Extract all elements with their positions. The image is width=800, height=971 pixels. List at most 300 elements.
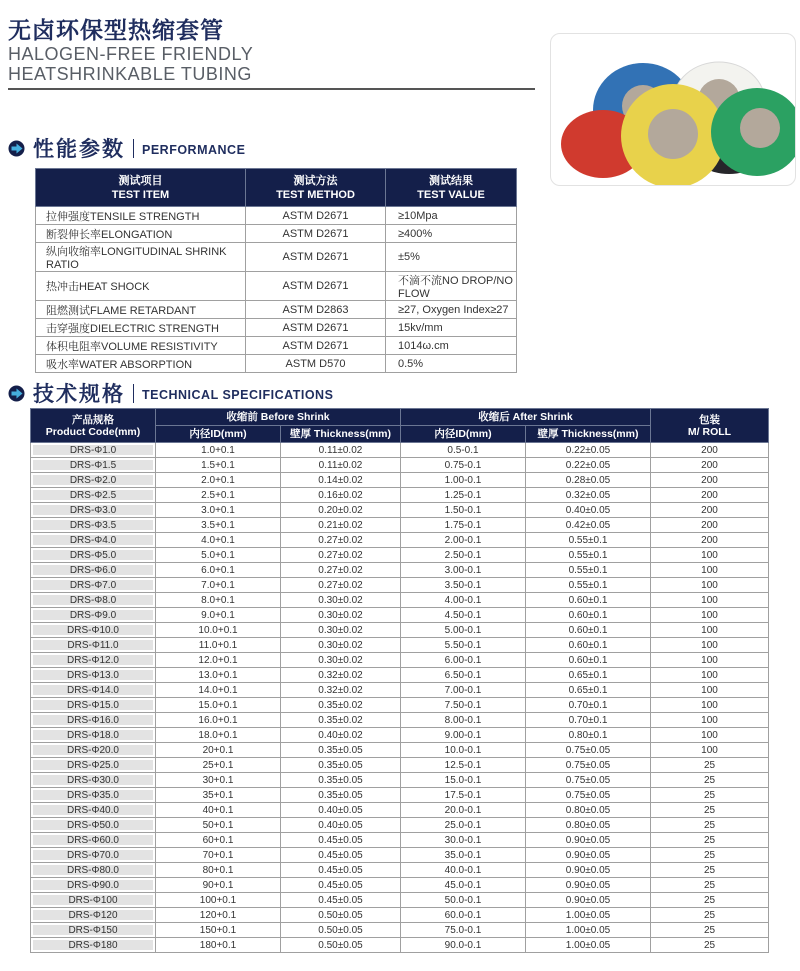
table-row xyxy=(31,608,769,623)
table-cell: ASTM D2671 xyxy=(246,225,386,243)
subtitle-line-2: HEATSHRINKABLE TUBING xyxy=(8,64,252,84)
table-cell: 8.0+0.1 xyxy=(156,593,281,608)
table-cell: 100 xyxy=(651,668,769,683)
table-cell: 0.35±0.05 xyxy=(281,758,401,773)
table-row xyxy=(31,548,769,563)
table-cell: 2.5+0.1 xyxy=(156,488,281,503)
table-cell: 15.0-0.1 xyxy=(401,773,526,788)
table-cell: 25+0.1 xyxy=(156,758,281,773)
table-row xyxy=(31,593,769,608)
table-cell: 0.30±0.02 xyxy=(281,653,401,668)
table-cell: ≥10Mpa xyxy=(386,207,517,225)
arrow-bullet-icon xyxy=(8,140,25,157)
table-cell: 15kv/mm xyxy=(386,319,517,337)
table-cell: 40.0-0.1 xyxy=(401,863,526,878)
table-cell: 3.50-0.1 xyxy=(401,578,526,593)
table-cell: 1014ω.cm xyxy=(386,337,517,355)
table-cell: 6.00-0.1 xyxy=(401,653,526,668)
yellow-roll-core xyxy=(648,109,698,159)
table-cell: 16.0+0.1 xyxy=(156,713,281,728)
table-cell: 0.27±0.02 xyxy=(281,563,401,578)
title-separator xyxy=(133,139,134,158)
table-cell: 200 xyxy=(651,473,769,488)
table-cell: 35.0-0.1 xyxy=(401,848,526,863)
table-cell: 7.50-0.1 xyxy=(401,698,526,713)
table-cell: 0.60±0.1 xyxy=(526,608,651,623)
table-row xyxy=(31,698,769,713)
table-cell: 0.45±0.05 xyxy=(281,878,401,893)
table-cell: 1.00-0.1 xyxy=(401,473,526,488)
tubing-rolls-illustration xyxy=(551,34,796,186)
table-cell: 4.0+0.1 xyxy=(156,533,281,548)
table-cell: 0.60±0.1 xyxy=(526,623,651,638)
table-cell: 0.32±0.02 xyxy=(281,683,401,698)
table-cell: 12.5-0.1 xyxy=(401,758,526,773)
specifications-table-header xyxy=(31,409,769,443)
table-cell: 拉伸强度TENSILE STRENGTH xyxy=(36,207,246,225)
table-cell: 5.50-0.1 xyxy=(401,638,526,653)
table-row xyxy=(31,803,769,818)
table-row xyxy=(36,301,517,319)
table-cell: 0.45±0.05 xyxy=(281,848,401,863)
table-cell: DRS-Φ40.0 xyxy=(31,803,156,818)
table-cell: DRS-Φ50.0 xyxy=(31,818,156,833)
table-cell: 100 xyxy=(651,578,769,593)
specifications-title-en: TECHNICAL SPECIFICATIONS xyxy=(142,388,334,402)
table-cell: 60+0.1 xyxy=(156,833,281,848)
table-cell: 0.55±0.1 xyxy=(526,578,651,593)
performance-title-en: PERFORMANCE xyxy=(142,143,246,157)
table-cell: 1.5+0.1 xyxy=(156,458,281,473)
table-row xyxy=(31,578,769,593)
table-cell: 100 xyxy=(651,563,769,578)
table-cell: 阻燃测试FLAME RETARDANT xyxy=(36,301,246,319)
table-cell: 100 xyxy=(651,683,769,698)
table-cell: 25 xyxy=(651,833,769,848)
table-cell: DRS-Φ90.0 xyxy=(31,878,156,893)
table-cell: ≥400% xyxy=(386,225,517,243)
table-cell: 0.75-0.1 xyxy=(401,458,526,473)
table-cell: 0.27±0.02 xyxy=(281,548,401,563)
table-row xyxy=(31,563,769,578)
table-cell: 体积电阻率VOLUME RESISTIVITY xyxy=(36,337,246,355)
table-cell: 纵向收缩率LONGITUDINAL SHRINK RATIO xyxy=(36,243,246,272)
table-cell: 5.0+0.1 xyxy=(156,548,281,563)
table-cell: DRS-Φ9.0 xyxy=(31,608,156,623)
table-cell: 不滴不流NO DROP/NO FLOW xyxy=(386,272,517,301)
table-cell: 0.80±0.05 xyxy=(526,803,651,818)
table-cell: 0.22±0.05 xyxy=(526,443,651,458)
table-cell: DRS-Φ120 xyxy=(31,908,156,923)
table-row xyxy=(31,713,769,728)
table-cell: 1.0+0.1 xyxy=(156,443,281,458)
table-cell: 25 xyxy=(651,893,769,908)
col-before-thickness: 壁厚 Thickness(mm) xyxy=(281,426,401,443)
col-group-after-shrink: 收缩后 After Shrink xyxy=(401,409,651,426)
table-cell: DRS-Φ8.0 xyxy=(31,593,156,608)
table-cell: 25 xyxy=(651,818,769,833)
table-row xyxy=(31,533,769,548)
table-cell: 180+0.1 xyxy=(156,938,281,953)
table-cell: 25 xyxy=(651,848,769,863)
table-cell: 0.40±0.05 xyxy=(526,503,651,518)
table-row xyxy=(31,878,769,893)
table-cell: 100 xyxy=(651,653,769,668)
table-cell: 0.11±0.02 xyxy=(281,458,401,473)
performance-table-header xyxy=(36,169,517,207)
table-row xyxy=(31,758,769,773)
table-cell: DRS-Φ18.0 xyxy=(31,728,156,743)
table-row xyxy=(31,788,769,803)
table-cell: 100 xyxy=(651,548,769,563)
table-cell: 0.90±0.05 xyxy=(526,878,651,893)
table-row xyxy=(31,848,769,863)
table-cell: 25 xyxy=(651,908,769,923)
table-cell: 0.90±0.05 xyxy=(526,863,651,878)
table-cell: 0.70±0.1 xyxy=(526,698,651,713)
table-cell: 10.0-0.1 xyxy=(401,743,526,758)
table-row xyxy=(31,503,769,518)
table-row xyxy=(31,473,769,488)
performance-table-body xyxy=(36,207,517,373)
specifications-section-header xyxy=(8,378,333,408)
performance-table xyxy=(35,168,517,373)
table-cell: 0.28±0.05 xyxy=(526,473,651,488)
table-row xyxy=(31,743,769,758)
table-row xyxy=(36,355,517,373)
col-test-method xyxy=(246,169,386,207)
table-cell: 100 xyxy=(651,623,769,638)
table-cell: 7.00-0.1 xyxy=(401,683,526,698)
table-cell: 0.80±0.1 xyxy=(526,728,651,743)
col-test-item-en: TEST ITEM xyxy=(111,188,170,201)
table-cell: 0.80±0.05 xyxy=(526,818,651,833)
col-test-method-en: TEST METHOD xyxy=(276,188,355,201)
table-cell: 1.75-0.1 xyxy=(401,518,526,533)
table-cell: 0.35±0.05 xyxy=(281,773,401,788)
table-cell: 0.30±0.02 xyxy=(281,623,401,638)
table-cell: 70+0.1 xyxy=(156,848,281,863)
table-cell: 4.50-0.1 xyxy=(401,608,526,623)
col-test-value-cn: 测试结果 xyxy=(429,174,473,187)
table-cell: 35+0.1 xyxy=(156,788,281,803)
col-test-item-cn: 测试项目 xyxy=(118,174,163,187)
table-row xyxy=(31,638,769,653)
header-divider xyxy=(8,88,535,90)
table-cell: 3.00-0.1 xyxy=(401,563,526,578)
table-cell: 100 xyxy=(651,608,769,623)
table-cell: 0.55±0.1 xyxy=(526,548,651,563)
table-row xyxy=(31,728,769,743)
table-cell: 25 xyxy=(651,863,769,878)
table-cell: DRS-Φ2.5 xyxy=(31,488,156,503)
table-cell: 6.50-0.1 xyxy=(401,668,526,683)
table-row xyxy=(36,243,517,272)
table-cell: 0.22±0.05 xyxy=(526,458,651,473)
col-before-id: 内径ID(mm) xyxy=(156,426,281,443)
specifications-title-cn: 技术规格 xyxy=(33,383,125,406)
table-cell: 0.45±0.05 xyxy=(281,833,401,848)
table-cell: DRS-Φ150 xyxy=(31,923,156,938)
table-cell: 11.0+0.1 xyxy=(156,638,281,653)
table-cell: 100 xyxy=(651,713,769,728)
table-cell: ±5% xyxy=(386,243,517,272)
table-cell: 0.75±0.05 xyxy=(526,758,651,773)
table-cell: 100 xyxy=(651,638,769,653)
table-cell: 0.65±0.1 xyxy=(526,683,651,698)
table-cell: 25 xyxy=(651,773,769,788)
table-cell: DRS-Φ60.0 xyxy=(31,833,156,848)
table-row xyxy=(31,863,769,878)
col-after-thickness: 壁厚 Thickness(mm) xyxy=(526,426,651,443)
table-cell: 0.65±0.1 xyxy=(526,668,651,683)
table-cell: DRS-Φ70.0 xyxy=(31,848,156,863)
table-cell: DRS-Φ180 xyxy=(31,938,156,953)
table-cell: 25 xyxy=(651,923,769,938)
table-cell: 6.0+0.1 xyxy=(156,563,281,578)
table-row xyxy=(31,458,769,473)
table-cell: 0.90±0.05 xyxy=(526,848,651,863)
table-cell: 0.40±0.05 xyxy=(281,803,401,818)
table-cell: 0.14±0.02 xyxy=(281,473,401,488)
col-product-code-en: Product Code(mm) xyxy=(45,425,141,438)
table-cell: 热冲击HEAT SHOCK xyxy=(36,272,246,301)
table-cell: DRS-Φ6.0 xyxy=(31,563,156,578)
table-cell: 5.00-0.1 xyxy=(401,623,526,638)
table-row xyxy=(31,443,769,458)
table-cell: 100 xyxy=(651,593,769,608)
table-row xyxy=(36,337,517,355)
table-cell: 200 xyxy=(651,458,769,473)
table-cell: 7.0+0.1 xyxy=(156,578,281,593)
specifications-table xyxy=(30,408,769,953)
table-cell: 50.0-0.1 xyxy=(401,893,526,908)
specifications-table-body xyxy=(31,443,769,953)
table-cell: DRS-Φ1.5 xyxy=(31,458,156,473)
table-cell: 17.5-0.1 xyxy=(401,788,526,803)
table-row xyxy=(31,833,769,848)
table-cell: ASTM D2671 xyxy=(246,319,386,337)
table-cell: 14.0+0.1 xyxy=(156,683,281,698)
col-packing-en: M/ ROLL xyxy=(687,425,732,438)
table-cell: DRS-Φ3.5 xyxy=(31,518,156,533)
table-row xyxy=(31,938,769,953)
col-test-method-cn: 测试方法 xyxy=(293,174,338,187)
table-cell: 0.42±0.05 xyxy=(526,518,651,533)
table-cell: 200 xyxy=(651,443,769,458)
table-cell: DRS-Φ11.0 xyxy=(31,638,156,653)
table-cell: 25.0-0.1 xyxy=(401,818,526,833)
table-cell: DRS-Φ10.0 xyxy=(31,623,156,638)
col-after-id: 内径ID(mm) xyxy=(401,426,526,443)
table-cell: ASTM D2671 xyxy=(246,207,386,225)
table-cell: ASTM D2671 xyxy=(246,272,386,301)
col-test-value xyxy=(386,169,517,207)
table-cell: 3.5+0.1 xyxy=(156,518,281,533)
table-row xyxy=(31,488,769,503)
table-cell: 0.75±0.05 xyxy=(526,743,651,758)
table-cell: 0.27±0.02 xyxy=(281,533,401,548)
table-cell: 20.0-0.1 xyxy=(401,803,526,818)
table-cell: 2.00-0.1 xyxy=(401,533,526,548)
table-cell: 1.25-0.1 xyxy=(401,488,526,503)
table-cell: 25 xyxy=(651,758,769,773)
table-cell: 25 xyxy=(651,803,769,818)
table-cell: 100 xyxy=(651,698,769,713)
table-cell: 1.00±0.05 xyxy=(526,908,651,923)
table-cell: 9.0+0.1 xyxy=(156,608,281,623)
table-cell: 0.32±0.02 xyxy=(281,668,401,683)
table-row xyxy=(31,908,769,923)
table-row xyxy=(31,653,769,668)
table-cell: 0.35±0.05 xyxy=(281,743,401,758)
table-cell: 1.00±0.05 xyxy=(526,938,651,953)
table-cell: 200 xyxy=(651,488,769,503)
table-cell: 断裂伸长率ELONGATION xyxy=(36,225,246,243)
table-cell: 0.60±0.1 xyxy=(526,653,651,668)
table-cell: DRS-Φ15.0 xyxy=(31,698,156,713)
table-cell: 150+0.1 xyxy=(156,923,281,938)
table-cell: 9.00-0.1 xyxy=(401,728,526,743)
col-packing xyxy=(651,409,769,443)
table-cell: 40+0.1 xyxy=(156,803,281,818)
table-cell: 0.35±0.02 xyxy=(281,713,401,728)
table-cell: 击穿强度DIELECTRIC STRENGTH xyxy=(36,319,246,337)
table-cell: ASTM D2671 xyxy=(246,337,386,355)
table-cell: DRS-Φ12.0 xyxy=(31,653,156,668)
table-cell: 60.0-0.1 xyxy=(401,908,526,923)
table-cell: DRS-Φ35.0 xyxy=(31,788,156,803)
table-cell: 0.75±0.05 xyxy=(526,773,651,788)
col-test-value-en: TEST VALUE xyxy=(417,188,485,201)
green-roll-core xyxy=(740,108,780,148)
table-cell: 200 xyxy=(651,533,769,548)
table-cell: 0.27±0.02 xyxy=(281,578,401,593)
table-cell: ≥27, Oxygen Index≥27 xyxy=(386,301,517,319)
table-cell: ASTM D570 xyxy=(246,355,386,373)
table-cell: 0.45±0.05 xyxy=(281,863,401,878)
table-cell: DRS-Φ80.0 xyxy=(31,863,156,878)
table-cell: 30+0.1 xyxy=(156,773,281,788)
subtitle-line-1: HALOGEN-FREE FRIENDLY xyxy=(8,44,254,64)
table-cell: 0.90±0.05 xyxy=(526,833,651,848)
table-cell: 0.35±0.05 xyxy=(281,788,401,803)
table-row xyxy=(36,225,517,243)
table-row xyxy=(31,923,769,938)
arrow-bullet-icon xyxy=(8,385,25,402)
table-cell: 200 xyxy=(651,518,769,533)
table-row xyxy=(36,319,517,337)
table-row xyxy=(31,518,769,533)
table-row xyxy=(31,773,769,788)
table-cell: 0.55±0.1 xyxy=(526,533,651,548)
table-cell: 200 xyxy=(651,503,769,518)
table-cell: DRS-Φ1.0 xyxy=(31,443,156,458)
table-row xyxy=(31,623,769,638)
table-cell: 0.5-0.1 xyxy=(401,443,526,458)
col-test-item xyxy=(36,169,246,207)
table-cell: 30.0-0.1 xyxy=(401,833,526,848)
table-cell: 20+0.1 xyxy=(156,743,281,758)
table-cell: 0.90±0.05 xyxy=(526,893,651,908)
table-cell: DRS-Φ13.0 xyxy=(31,668,156,683)
table-row xyxy=(31,893,769,908)
table-cell: 0.16±0.02 xyxy=(281,488,401,503)
table-cell: DRS-Φ4.0 xyxy=(31,533,156,548)
table-row xyxy=(31,818,769,833)
table-row xyxy=(31,683,769,698)
table-cell: DRS-Φ3.0 xyxy=(31,503,156,518)
page-subtitle xyxy=(8,44,253,84)
table-cell: 0.32±0.05 xyxy=(526,488,651,503)
table-cell: 0.55±0.1 xyxy=(526,563,651,578)
table-cell: DRS-Φ2.0 xyxy=(31,473,156,488)
table-cell: DRS-Φ30.0 xyxy=(31,773,156,788)
table-cell: 0.75±0.05 xyxy=(526,788,651,803)
table-cell: 90+0.1 xyxy=(156,878,281,893)
table-cell: 50+0.1 xyxy=(156,818,281,833)
table-cell: 吸水率WATER ABSORPTION xyxy=(36,355,246,373)
performance-section-header xyxy=(8,133,245,163)
table-cell: ASTM D2863 xyxy=(246,301,386,319)
table-cell: 4.00-0.1 xyxy=(401,593,526,608)
table-cell: 0.5% xyxy=(386,355,517,373)
table-cell: 0.60±0.1 xyxy=(526,638,651,653)
page-title: 无卤环保型热缩套管 xyxy=(8,17,224,43)
table-cell: 8.00-0.1 xyxy=(401,713,526,728)
table-row xyxy=(36,272,517,301)
table-cell: 25 xyxy=(651,878,769,893)
table-cell: 2.0+0.1 xyxy=(156,473,281,488)
table-cell: 0.40±0.02 xyxy=(281,728,401,743)
col-product-code xyxy=(31,409,156,443)
table-cell: 0.20±0.02 xyxy=(281,503,401,518)
table-cell: 15.0+0.1 xyxy=(156,698,281,713)
table-cell: 12.0+0.1 xyxy=(156,653,281,668)
table-cell: 0.45±0.05 xyxy=(281,893,401,908)
table-cell: 2.50-0.1 xyxy=(401,548,526,563)
table-cell: DRS-Φ5.0 xyxy=(31,548,156,563)
table-cell: 90.0-0.1 xyxy=(401,938,526,953)
product-photo xyxy=(550,33,796,186)
col-product-code-cn: 产品规格 xyxy=(72,413,114,426)
table-cell: DRS-Φ7.0 xyxy=(31,578,156,593)
table-cell: DRS-Φ20.0 xyxy=(31,743,156,758)
table-cell: 0.40±0.05 xyxy=(281,818,401,833)
table-cell: DRS-Φ100 xyxy=(31,893,156,908)
table-cell: 0.50±0.05 xyxy=(281,908,401,923)
table-cell: 45.0-0.1 xyxy=(401,878,526,893)
table-cell: 13.0+0.1 xyxy=(156,668,281,683)
table-cell: 18.0+0.1 xyxy=(156,728,281,743)
table-cell: 3.0+0.1 xyxy=(156,503,281,518)
table-cell: 0.50±0.05 xyxy=(281,938,401,953)
table-cell: 0.30±0.02 xyxy=(281,608,401,623)
col-packing-cn: 包装 xyxy=(699,413,721,426)
table-cell: 1.50-0.1 xyxy=(401,503,526,518)
table-cell: 0.30±0.02 xyxy=(281,638,401,653)
table-cell: 0.11±0.02 xyxy=(281,443,401,458)
table-cell: 100+0.1 xyxy=(156,893,281,908)
table-cell: 120+0.1 xyxy=(156,908,281,923)
table-cell: 0.70±0.1 xyxy=(526,713,651,728)
table-cell: ASTM D2671 xyxy=(246,243,386,272)
table-cell: DRS-Φ16.0 xyxy=(31,713,156,728)
table-cell: 0.30±0.02 xyxy=(281,593,401,608)
table-cell: 100 xyxy=(651,728,769,743)
table-cell: 0.60±0.1 xyxy=(526,593,651,608)
table-cell: 25 xyxy=(651,788,769,803)
